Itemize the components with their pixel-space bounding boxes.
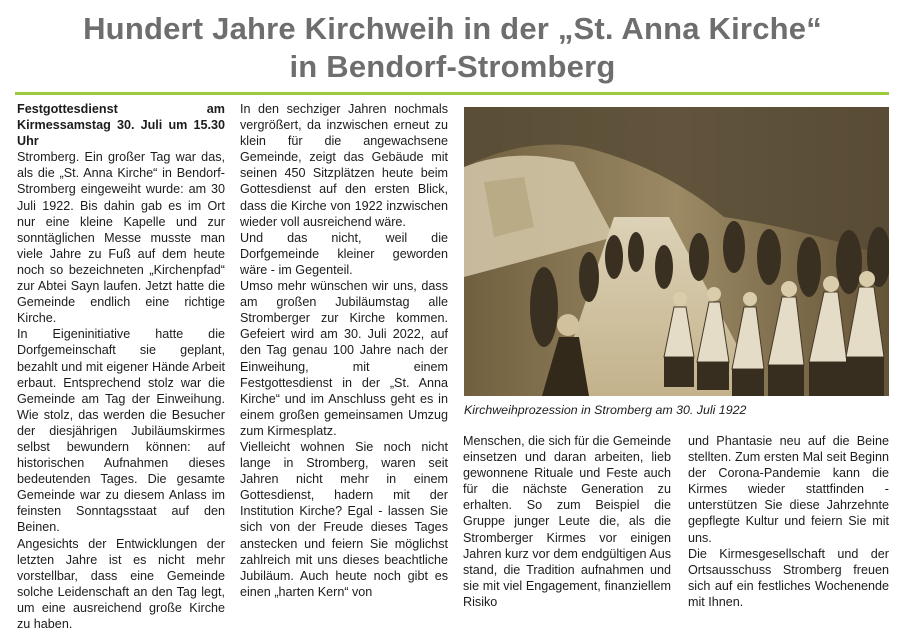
headline-line-2: in Bendorf-Stromberg bbox=[289, 49, 616, 84]
green-divider bbox=[15, 92, 889, 95]
text-column-2 bbox=[240, 101, 448, 600]
paragraph: In den sechziger Jahren nochmals vergrößert, da inzwischen erneut zu klein für die angewachsene Gemeinde, zeigt das Gebäude mit seinen 450 Sitzplätzen heute beim Gottesdienst auf den ersten Blick, dass die Kirche von 1922 inzwischen wieder voll ausreichend wäre. bbox=[240, 102, 448, 229]
procession-photo-illustration bbox=[464, 107, 889, 396]
text-column-4 bbox=[688, 433, 889, 610]
paragraph: Stromberg. Ein großer Tag war das, als die „St. Anna Kirche“ in Bendorf-Stromberg eingeweiht wurde: am 30 Juli 1922. Bis dahin gab es im Ort nur eine kleine Kapelle und zur sonntäglichen Messe musste man viele Jahre zu Fuß auf dem heute noch so bezeichneten „Kirchenpfad“ zur Abtei Sayn laufen. Jetzt hatte die Gemeinde endlich eine richtige Kirche. bbox=[17, 150, 225, 326]
headline-line-1: Hundert Jahre Kirchweih in der „St. Anna Kirche“ bbox=[83, 11, 822, 46]
paragraph: Vielleicht wohnen Sie noch nicht lange in Stromberg, waren seit Jahren nicht mehr in einem Gottesdienst, hadern mit der Institution Kirche? Egal - lassen Sie sich von der Freude dieses Tages anstecken und feiern Sie möglichst zahlreich mit uns dieses beachtliche Jubiläum. Auch heute noch gibt es einen „harten Kern“ von bbox=[240, 439, 448, 599]
photo-caption: Kirchweihprozession in Stromberg am 30. Juli 1922 bbox=[464, 403, 747, 417]
article-headline bbox=[0, 10, 905, 86]
text-column-1 bbox=[17, 101, 225, 632]
paragraph: und Phantasie neu auf die Beine stellten. Zum ersten Mal seit Beginn der Corona-Pandemie kann die Kirmes wieder stattfinden - unterstützen Sie diese Jahrzehnte gepflegte Kultur und feiern Sie mit uns. bbox=[688, 434, 889, 545]
paragraph: Angesichts der Entwicklungen der letzten Jahre ist es nicht mehr vorstellbar, dass eine Gemeinde solche Leidenschaft an den Tag legt, um eine ausreichend große Kirche zu haben. bbox=[17, 536, 225, 631]
paragraph: Umso mehr wünschen wir uns, dass am großen Jubiläumstag alle Stromberger zur Kirche kommen. Gefeiert wird am 30. Juli 2022, auf den Tag genau 100 Jahre nach der Einweihung, mit einem Festgottesdienst in der „St. Anna Kirche“ und im Anschluss geht es in einem großen gemeinsamen Umzug zum Kirmesplatz. bbox=[240, 279, 448, 438]
text-column-3 bbox=[463, 433, 671, 610]
paragraph: In Eigeninitiative hatte die Dorfgemeinschaft sie geplant, bezahlt und mit eigener Hände Arbeit erbaut. Entsprechend stolz war die Gemeinde am Tag der Einweihung. Wie stolz, das werden die Besucher der diesjährigen Jubiläumskirmes selbst bewundern können: auf historischen Aufnahmen dieses bedeutenden Tages. Die gesamte Gemeinde war zu diesem Anlass im feinsten Sonntagsstaat auf den Beinen. bbox=[17, 327, 225, 535]
paragraph: Die Kirmesgesellschaft und der Ortsausschuss Stromberg freuen sich auf ein festliches Wochenende mit Ihnen. bbox=[688, 546, 889, 609]
procession-photo bbox=[464, 107, 889, 396]
lead-heading: Festgottesdienst am Kirmessamstag 30. Juli um 15.30 Uhr bbox=[17, 102, 225, 149]
paragraph: Und das nicht, weil die Dorfgemeinde kleiner geworden wäre - im Gegenteil. bbox=[240, 230, 448, 277]
paragraph: Menschen, die sich für die Gemeinde einsetzen und daran arbeiten, lieb gewonnene Rituale und Feste auch für die nächste Generation zu erhalten. So zum Beispiel die Gruppe junger Leute die, als die Stromberger Kirmes vor einigen Jahren kurz vor dem endgültigen Aus stand, die Tradition aufnahmen und sie mit viel Engagement, finanziellem Risiko bbox=[463, 434, 671, 609]
